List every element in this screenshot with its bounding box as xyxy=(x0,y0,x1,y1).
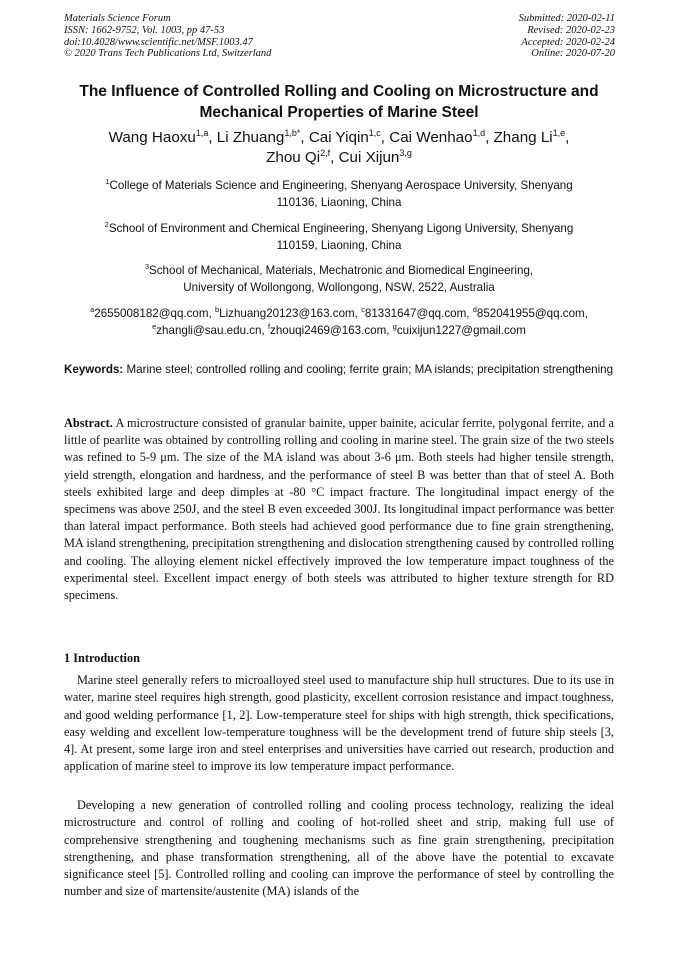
intro-paragraph-1: Marine steel generally refers to microalloyed steel used to manufacture ship hull structures. Due to its use in water, marine steel requires high strength, good plasticity, excellent corrosion resistance and impact toughness, and good welding performance [1, 2]. Low-temperature steel for ships with high strength, thick specifications, easy welding and excellent low-temperature toughness will be the development trend of future ship steels [3, 4]. At present, some large iron and steel enterprises and universities have carried out research, production and application of marine steel to improve its low temperature impact performance. xyxy=(64,673,614,774)
journal-copyright: © 2020 Trans Tech Publications Ltd, Switzerland xyxy=(64,48,272,60)
email-sup: d xyxy=(472,305,477,315)
paper-title xyxy=(40,82,638,123)
email-sup: a xyxy=(90,305,95,315)
email-link[interactable]: cuixijun1227@gmail.com xyxy=(396,323,526,337)
journal-doi[interactable]: doi:10.4028/www.scientific.net/MSF.1003.47 xyxy=(64,36,253,48)
authors-line-1 xyxy=(40,128,638,148)
affiliation-num: 3 xyxy=(144,262,150,272)
title-line-2: Mechanical Properties of Marine Steel xyxy=(199,103,479,121)
author-name: Cui Xijun xyxy=(338,149,400,166)
affiliation-line-1: School of Mechanical, Materials, Mechatronic and Biomedical Engineering, xyxy=(149,264,534,277)
author-sep: , xyxy=(300,129,309,146)
author-sup: 1,c xyxy=(368,127,381,138)
email-link[interactable]: 852041955@qq.com, xyxy=(476,307,588,320)
email-sup: b xyxy=(214,305,220,315)
journal-issn: ISSN: 1662-9752, Vol. 1003, pp 47-53 xyxy=(64,24,225,36)
author-name: Cai Yiqin xyxy=(308,129,369,146)
author-name: Zhou Qi xyxy=(266,149,321,166)
affiliation-line-2: 110136, Liaoning, China xyxy=(276,195,402,209)
affiliation-line-2: University of Wollongong, Wollongong, NSW, 2522, Australia xyxy=(183,280,495,294)
affiliation-3 xyxy=(62,263,616,296)
affiliation-num: 1 xyxy=(105,177,110,187)
keywords-text: Marine steel; controlled rolling and cooling; ferrite grain; MA islands; precipitation strengthening xyxy=(126,363,614,376)
authors-line-2 xyxy=(40,148,638,168)
author-name: Wang Haoxu xyxy=(108,129,196,146)
title-line-1: The Influence of Controlled Rolling and Cooling on Microstructure and xyxy=(79,83,599,100)
header-left xyxy=(64,13,271,60)
email-link[interactable]: zhouqi2469@163.com, xyxy=(270,323,393,337)
author-sup: 2,f xyxy=(320,147,331,158)
section-heading-introduction: 1 Introduction xyxy=(64,651,140,665)
email-sup: c xyxy=(361,305,365,315)
affiliation-line-1: School of Environment and Chemical Engineering, Shenyang Ligong University, Shenyang xyxy=(108,222,574,235)
date-accepted: Accepted: 2020-02-24 xyxy=(521,36,615,48)
author-sep: , xyxy=(208,129,217,146)
author-list xyxy=(40,128,638,168)
author-name: Cai Wenhao xyxy=(389,129,473,146)
keywords xyxy=(64,361,614,378)
author-sup: 3,g xyxy=(399,147,412,158)
intro-paragraph-2: Developing a new generation of controlled rolling and cooling process technology, realizing the ideal microstructure and control of rolling and cooling of hot-rolled sheet and strip, making full use of comprehensive strengthening and toughening mechanisms such as fine grain strengthening, precipitation strengthening, and phase transformation strengthening, all of the above have the potential to excavate significance steel [5]. Controlled rolling and cooling can improve the performance of steel by controlling the number and size of martensite/austenite (MA) islands of the xyxy=(64,798,614,899)
author-sep: , xyxy=(485,129,494,146)
affiliation-1 xyxy=(62,178,616,211)
author-name: Li Zhuang xyxy=(216,129,285,146)
journal-name: Materials Science Forum xyxy=(64,13,171,24)
email-link[interactable]: Lizhuang20123@163.com, xyxy=(219,307,362,320)
author-sep: , xyxy=(565,129,570,146)
date-submitted: Submitted: 2020-02-11 xyxy=(518,13,615,24)
author-sup: 1,e xyxy=(552,127,566,138)
affiliation-2 xyxy=(62,221,616,254)
date-online: Online: 2020-07-20 xyxy=(531,48,615,60)
affiliation-line-1: College of Materials Science and Engineering, Shenyang Aerospace University, Shenyang xyxy=(109,179,573,192)
abstract xyxy=(64,415,614,604)
author-sup: 1,a xyxy=(195,127,209,138)
author-name: Zhang Li xyxy=(493,129,553,146)
email-sup: e xyxy=(152,321,157,331)
email-link[interactable]: zhangli@sau.edu.cn, xyxy=(156,323,268,337)
author-sup: 1,b* xyxy=(284,127,301,138)
email-list xyxy=(40,306,638,339)
abstract-text: A microstructure consisted of granular bainite, upper bainite, acicular ferrite, polygonal ferrite, and a little of pearlite was obtained by controlling rolling and cooling in marine steel. The grain size of the two steels was refined to 5-9 μm. The size of the MA island was about 3-6 μm. Both steels had higher tensile strength, yield strength, elongation and hardness, and the performance of steel B was better than that of steel A. Both steels exhibited large and deep dimples at -80 °C impact fracture. The longitudinal impact energy of the specimens was above 250J, and the steel B even exceeded 300J. Its longitudinal impact performance was better than lateral impact performance. Both steels had achieved good performance due to fine grain strengthening, MA island strengthening, precipitation strengthening and dislocation strengthening caused by controlled rolling and cooling. The alloying element nickel effectively improved the low temperature impact toughness of the experimental steel. Excellent impact energy of both steels was attributed to higher texture strength for RD specimens. xyxy=(64,416,614,603)
email-sup: f xyxy=(267,321,271,331)
affiliation-num: 2 xyxy=(104,220,109,230)
emails-line-1 xyxy=(40,306,638,323)
date-revised: Revised: 2020-02-23 xyxy=(527,24,615,36)
author-sep: , xyxy=(330,149,339,166)
abstract-label: Abstract. xyxy=(64,416,113,430)
email-sup: g xyxy=(392,321,397,331)
author-sup: 1,d xyxy=(472,127,486,138)
author-sep: , xyxy=(380,129,390,146)
keywords-label: Keywords: xyxy=(64,363,124,376)
affiliation-line-2: 110159, Liaoning, China xyxy=(276,238,402,252)
email-link[interactable]: 81331647@qq.com, xyxy=(364,307,473,320)
header-right xyxy=(519,13,615,60)
emails-line-2 xyxy=(40,323,638,340)
email-link[interactable]: 2655008182@qq.com, xyxy=(94,307,215,320)
